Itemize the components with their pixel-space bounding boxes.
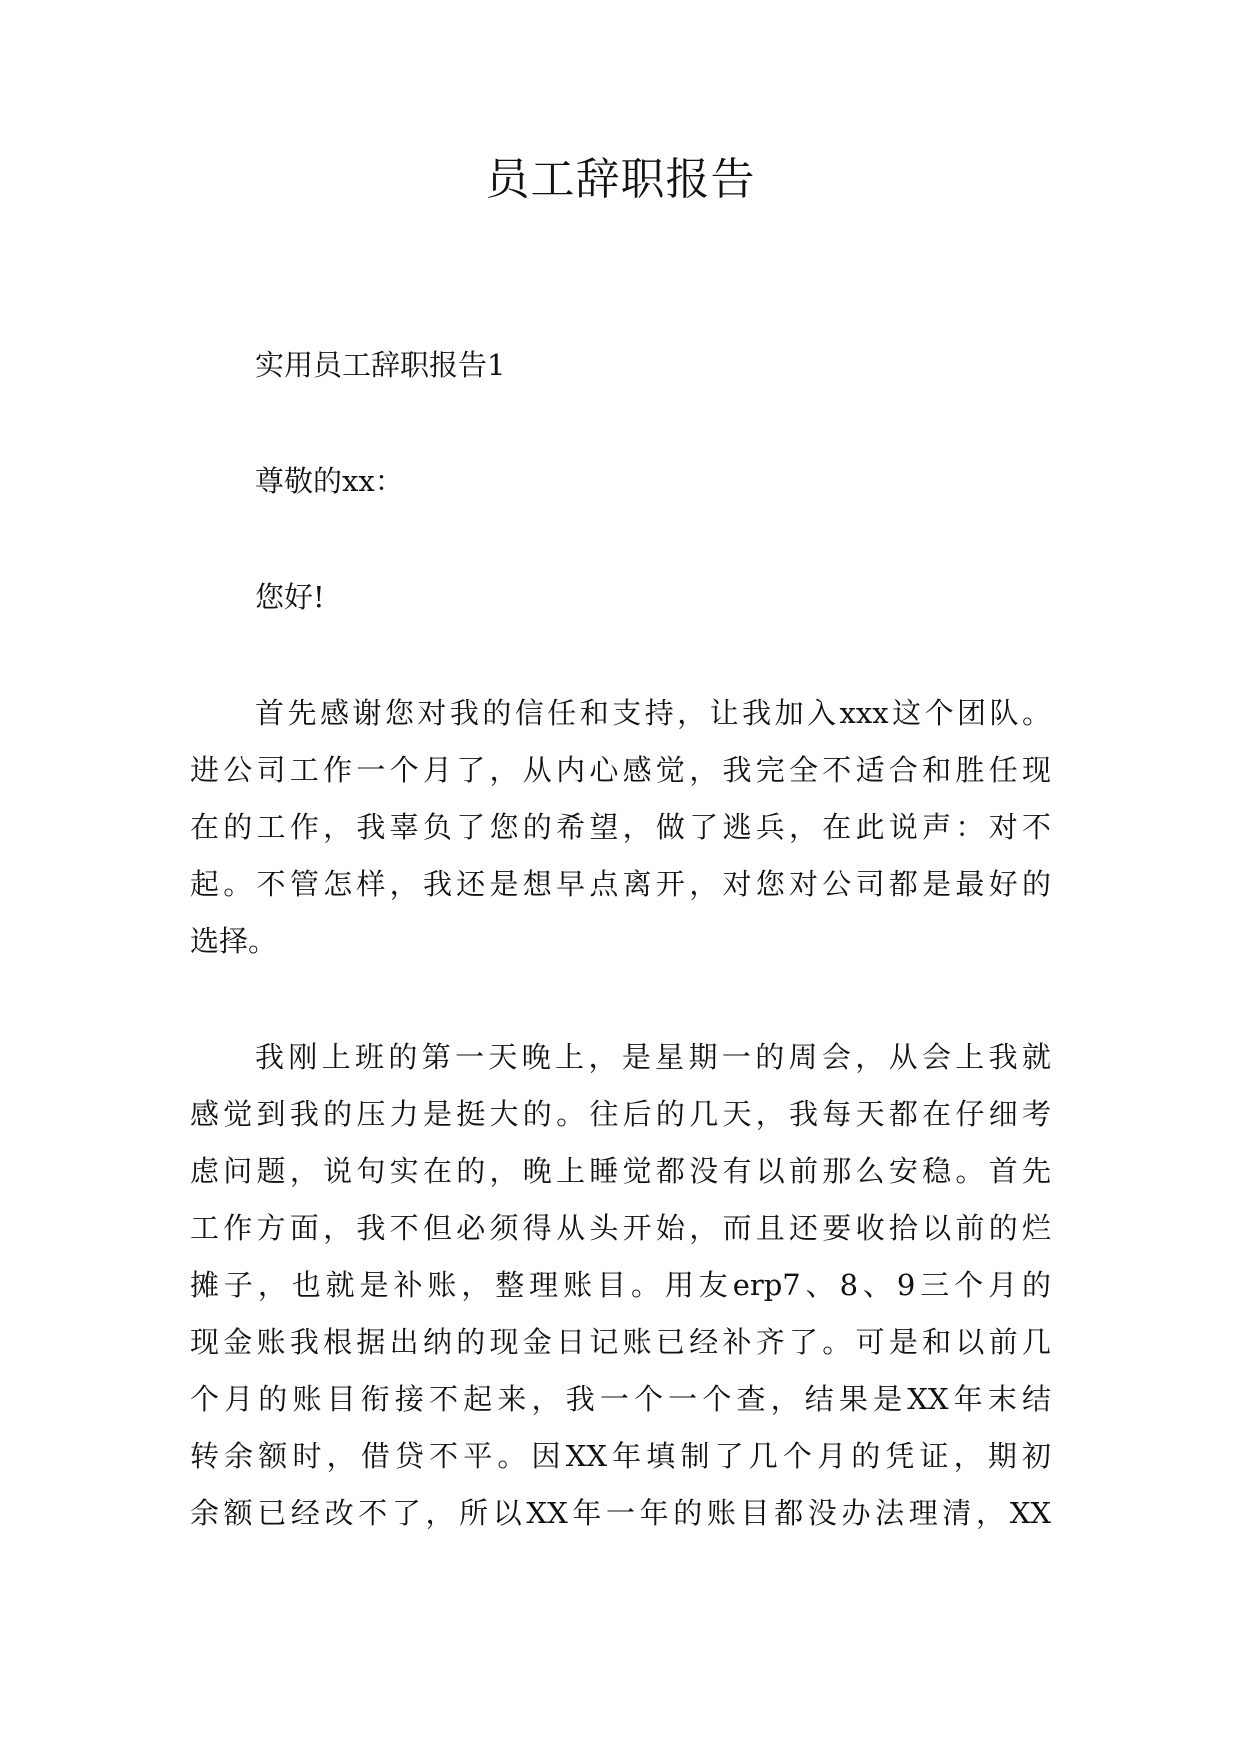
- paragraph2-line-2: 感觉到我的压力是挺大的。往后的几天，我每天都在仔细考: [190, 1097, 1051, 1131]
- paragraph2-line-9: 余额已经改不了，所以XX年一年的账目都没办法理清，XX: [190, 1496, 1051, 1530]
- paragraph1-line-5: 选择。: [190, 924, 278, 958]
- paragraph2-line-4: 工作方面，我不但必须得从头开始，而且还要收拾以前的烂: [190, 1211, 1051, 1245]
- document-title: 员工辞职报告: [485, 154, 756, 205]
- paragraph2-line-8: 转余额时，借贷不平。因XX年填制了几个月的凭证，期初: [190, 1439, 1051, 1473]
- greeting: 您好!: [255, 580, 325, 614]
- paragraph2-line-3: 虑问题，说句实在的，晚上睡觉都没有以前那么安稳。首先: [190, 1154, 1051, 1188]
- paragraph2-line-1: 我刚上班的第一天晚上，是星期一的周会，从会上我就: [255, 1040, 1051, 1074]
- paragraph1-line-4: 起。不管怎样，我还是想早点离开，对您对公司都是最好的: [190, 867, 1051, 901]
- paragraph1-line-3: 在的工作，我辜负了您的希望，做了逃兵，在此说声：对不: [190, 810, 1051, 844]
- paragraph1-line-2: 进公司工作一个月了，从内心感觉，我完全不适合和胜任现: [190, 753, 1051, 787]
- salutation: 尊敬的xx：: [255, 464, 404, 498]
- paragraph2-line-6: 现金账我根据出纳的现金日记账已经补齐了。可是和以前几: [190, 1325, 1051, 1359]
- document-subtitle: 实用员工辞职报告1: [255, 348, 506, 382]
- paragraph2-line-5: 摊子，也就是补账，整理账目。用友erp7、8、9三个月的: [190, 1268, 1051, 1302]
- paragraph2-line-7: 个月的账目衔接不起来，我一个一个查，结果是XX年末结: [190, 1382, 1051, 1416]
- paragraph1-line-1: 首先感谢您对我的信任和支持，让我加入xxx这个团队。: [255, 696, 1051, 730]
